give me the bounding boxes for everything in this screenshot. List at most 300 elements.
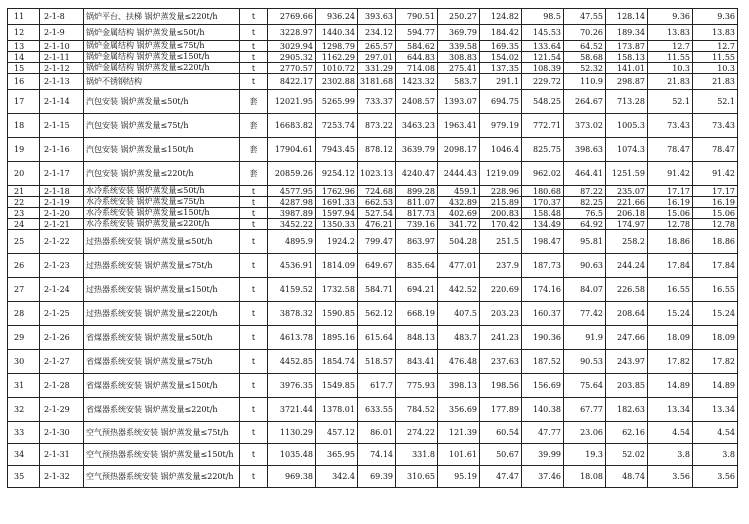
cell-wage-fee: 1393.07	[438, 90, 480, 114]
cell-base-price: 17904.61	[268, 138, 316, 162]
table-row	[8, 219, 738, 230]
cell-material: 649.67	[358, 254, 396, 278]
cell-rule-fee: 298.87	[606, 74, 648, 90]
cell-material: 617.7	[358, 374, 396, 398]
cell-base-price: 969.38	[268, 466, 316, 488]
cell-profit: 548.25	[522, 90, 564, 114]
cell-machinery: 584.62	[396, 41, 438, 52]
cell-row-no: 34	[8, 444, 40, 466]
cell-mgmt-fee: 251.5	[480, 230, 522, 254]
cell-tax-a: 13.83	[648, 25, 693, 41]
cell-machinery: 817.73	[396, 208, 438, 219]
table-row	[8, 350, 738, 374]
cell-item-name: 汽包安装 锅炉蒸发量≤150t/h	[84, 138, 240, 162]
cell-machinery: 848.13	[396, 326, 438, 350]
cell-tax-b: 12.78	[693, 219, 738, 230]
cell-profit: 108.39	[522, 63, 564, 74]
cell-rule-fee: 258.2	[606, 230, 648, 254]
cell-rule-fee: 203.85	[606, 374, 648, 398]
cell-profit: 47.77	[522, 422, 564, 444]
cell-unit: 套	[240, 90, 268, 114]
cell-profit: 198.47	[522, 230, 564, 254]
cell-code: 2-1-18	[40, 186, 84, 197]
cell-unit: t	[240, 444, 268, 466]
cell-rule-fee: 1074.3	[606, 138, 648, 162]
cell-machinery: 694.21	[396, 278, 438, 302]
cell-material: 265.57	[358, 41, 396, 52]
cell-base-price: 3878.32	[268, 302, 316, 326]
cell-safety-fee: 70.26	[564, 25, 606, 41]
cell-labor: 7253.74	[316, 114, 358, 138]
cell-safety-fee: 95.81	[564, 230, 606, 254]
cell-item-name: 水冷系统安装 锅炉蒸发量≤50t/h	[84, 186, 240, 197]
cell-material: 234.12	[358, 25, 396, 41]
cell-machinery: 2408.57	[396, 90, 438, 114]
cell-mgmt-fee: 228.96	[480, 186, 522, 197]
cell-safety-fee: 19.3	[564, 444, 606, 466]
cell-tax-b: 17.17	[693, 186, 738, 197]
cell-rule-fee: 174.97	[606, 219, 648, 230]
cell-safety-fee: 77.42	[564, 302, 606, 326]
cell-unit: t	[240, 326, 268, 350]
cell-machinery: 3463.23	[396, 114, 438, 138]
cell-code: 2-1-10	[40, 41, 84, 52]
cell-code: 2-1-31	[40, 444, 84, 466]
cell-material: 393.63	[358, 9, 396, 25]
cell-row-no: 32	[8, 398, 40, 422]
cell-material: 3181.68	[358, 74, 396, 90]
cell-rule-fee: 243.97	[606, 350, 648, 374]
cell-code: 2-1-15	[40, 114, 84, 138]
cell-labor: 5265.99	[316, 90, 358, 114]
cell-material: 74.14	[358, 444, 396, 466]
cell-code: 2-1-16	[40, 138, 84, 162]
cell-tax-b: 15.24	[693, 302, 738, 326]
cell-machinery: 811.07	[396, 197, 438, 208]
cell-code: 2-1-26	[40, 326, 84, 350]
cell-labor: 457.12	[316, 422, 358, 444]
cell-labor: 1350.33	[316, 219, 358, 230]
cell-row-no: 19	[8, 138, 40, 162]
cell-wage-fee: 95.19	[438, 466, 480, 488]
cell-row-no: 28	[8, 302, 40, 326]
cell-safety-fee: 90.53	[564, 350, 606, 374]
cell-code: 2-1-23	[40, 254, 84, 278]
cell-mgmt-fee: 184.42	[480, 25, 522, 41]
cell-rule-fee: 221.66	[606, 197, 648, 208]
cell-mgmt-fee: 50.67	[480, 444, 522, 466]
table-row	[8, 114, 738, 138]
cell-wage-fee: 504.28	[438, 230, 480, 254]
cell-safety-fee: 90.63	[564, 254, 606, 278]
cell-row-no: 21	[8, 186, 40, 197]
cell-item-name: 过热器系统安装 锅炉蒸发量≤220t/h	[84, 302, 240, 326]
cell-code: 2-1-22	[40, 230, 84, 254]
cell-base-price: 3976.35	[268, 374, 316, 398]
cell-row-no: 31	[8, 374, 40, 398]
table-row	[8, 208, 738, 219]
cell-tax-a: 91.42	[648, 162, 693, 186]
cell-unit: t	[240, 350, 268, 374]
cell-tax-a: 15.06	[648, 208, 693, 219]
cell-base-price: 16683.82	[268, 114, 316, 138]
cell-row-no: 11	[8, 9, 40, 25]
cell-material: 297.01	[358, 52, 396, 63]
cell-unit: t	[240, 422, 268, 444]
cell-material: 69.39	[358, 466, 396, 488]
table-row	[8, 90, 738, 114]
cell-rule-fee: 141.01	[606, 63, 648, 74]
cell-tax-b: 73.43	[693, 114, 738, 138]
cell-rule-fee: 62.16	[606, 422, 648, 444]
cell-profit: 190.36	[522, 326, 564, 350]
cell-item-name: 汽包安装 锅炉蒸发量≤220t/h	[84, 162, 240, 186]
cell-rule-fee: 128.14	[606, 9, 648, 25]
cell-material: 799.47	[358, 230, 396, 254]
cell-profit: 145.53	[522, 25, 564, 41]
cell-safety-fee: 464.41	[564, 162, 606, 186]
cell-profit: 170.37	[522, 197, 564, 208]
cell-mgmt-fee: 979.19	[480, 114, 522, 138]
cell-mgmt-fee: 124.82	[480, 9, 522, 25]
cell-labor: 365.95	[316, 444, 358, 466]
cell-base-price: 4536.91	[268, 254, 316, 278]
cell-code: 2-1-27	[40, 350, 84, 374]
cell-labor: 1732.58	[316, 278, 358, 302]
cell-row-no: 14	[8, 52, 40, 63]
cell-machinery: 331.8	[396, 444, 438, 466]
cell-wage-fee: 459.1	[438, 186, 480, 197]
cell-wage-fee: 308.83	[438, 52, 480, 63]
cell-tax-b: 12.7	[693, 41, 738, 52]
cell-machinery: 775.93	[396, 374, 438, 398]
cell-item-name: 锅炉金属结构 锅炉蒸发量≤150t/h	[84, 52, 240, 63]
cell-mgmt-fee: 47.47	[480, 466, 522, 488]
cell-tax-a: 17.17	[648, 186, 693, 197]
cell-material: 662.53	[358, 197, 396, 208]
cell-material: 86.01	[358, 422, 396, 444]
cell-tax-a: 3.8	[648, 444, 693, 466]
cell-mgmt-fee: 154.02	[480, 52, 522, 63]
cell-safety-fee: 373.02	[564, 114, 606, 138]
cell-tax-b: 52.1	[693, 90, 738, 114]
cell-wage-fee: 398.13	[438, 374, 480, 398]
cell-rule-fee: 48.74	[606, 466, 648, 488]
cell-unit: t	[240, 230, 268, 254]
cell-mgmt-fee: 215.89	[480, 197, 522, 208]
cell-rule-fee: 206.18	[606, 208, 648, 219]
cell-item-name: 过热器系统安装 锅炉蒸发量≤150t/h	[84, 278, 240, 302]
cell-unit: t	[240, 254, 268, 278]
cell-item-name: 汽包安装 锅炉蒸发量≤50t/h	[84, 90, 240, 114]
cell-rule-fee: 1251.59	[606, 162, 648, 186]
cell-rule-fee: 235.07	[606, 186, 648, 197]
cell-base-price: 12021.95	[268, 90, 316, 114]
cell-tax-b: 78.47	[693, 138, 738, 162]
cell-machinery: 739.16	[396, 219, 438, 230]
cell-mgmt-fee: 220.69	[480, 278, 522, 302]
cell-labor: 1597.94	[316, 208, 358, 219]
cell-item-name: 空气预热器系统安装 锅炉蒸发量≤75t/h	[84, 422, 240, 444]
cell-material: 1023.13	[358, 162, 396, 186]
cell-base-price: 4613.78	[268, 326, 316, 350]
table-row	[8, 302, 738, 326]
cell-base-price: 20859.26	[268, 162, 316, 186]
cell-machinery: 644.83	[396, 52, 438, 63]
table-row	[8, 186, 738, 197]
cell-item-name: 省煤器系统安装 锅炉蒸发量≤220t/h	[84, 398, 240, 422]
cell-wage-fee: 275.41	[438, 63, 480, 74]
cell-labor: 1924.2	[316, 230, 358, 254]
cell-profit: 37.46	[522, 466, 564, 488]
cell-row-no: 13	[8, 41, 40, 52]
cell-tax-b: 18.86	[693, 230, 738, 254]
table-row	[8, 278, 738, 302]
cell-labor: 1814.09	[316, 254, 358, 278]
cell-base-price: 4159.52	[268, 278, 316, 302]
cell-machinery: 843.41	[396, 350, 438, 374]
cell-material: 724.68	[358, 186, 396, 197]
cell-wage-fee: 442.52	[438, 278, 480, 302]
cell-wage-fee: 121.39	[438, 422, 480, 444]
cell-tax-a: 15.24	[648, 302, 693, 326]
cell-unit: t	[240, 278, 268, 302]
cell-code: 2-1-11	[40, 52, 84, 63]
cell-tax-a: 16.19	[648, 197, 693, 208]
cell-material: 331.29	[358, 63, 396, 74]
cell-code: 2-1-12	[40, 63, 84, 74]
cell-safety-fee: 110.9	[564, 74, 606, 90]
cell-tax-a: 10.3	[648, 63, 693, 74]
cell-material: 527.54	[358, 208, 396, 219]
cell-base-price: 3987.89	[268, 208, 316, 219]
cell-unit: 套	[240, 138, 268, 162]
cell-machinery: 899.28	[396, 186, 438, 197]
cell-row-no: 30	[8, 350, 40, 374]
cell-code: 2-1-9	[40, 25, 84, 41]
cell-unit: t	[240, 302, 268, 326]
cell-tax-b: 17.82	[693, 350, 738, 374]
cell-profit: 156.69	[522, 374, 564, 398]
cell-material: 633.55	[358, 398, 396, 422]
cell-labor: 2302.88	[316, 74, 358, 90]
table-body	[8, 9, 738, 488]
cell-code: 2-1-25	[40, 302, 84, 326]
cell-tax-a: 4.54	[648, 422, 693, 444]
cell-row-no: 27	[8, 278, 40, 302]
cell-tax-a: 9.36	[648, 9, 693, 25]
cell-rule-fee: 189.34	[606, 25, 648, 41]
cell-labor: 1549.85	[316, 374, 358, 398]
cell-rule-fee: 208.64	[606, 302, 648, 326]
cell-item-name: 省煤器系统安装 锅炉蒸发量≤150t/h	[84, 374, 240, 398]
cell-profit: 39.99	[522, 444, 564, 466]
cell-unit: t	[240, 208, 268, 219]
cell-labor: 342.4	[316, 466, 358, 488]
cell-tax-b: 21.83	[693, 74, 738, 90]
cell-labor: 1895.16	[316, 326, 358, 350]
cell-tax-a: 3.56	[648, 466, 693, 488]
table-row	[8, 230, 738, 254]
cell-code: 2-1-24	[40, 278, 84, 302]
cell-labor: 1691.33	[316, 197, 358, 208]
cell-row-no: 24	[8, 219, 40, 230]
cell-base-price: 3452.22	[268, 219, 316, 230]
cell-base-price: 1035.48	[268, 444, 316, 466]
cell-item-name: 锅炉金属结构 锅炉蒸发量≤220t/h	[84, 63, 240, 74]
cell-unit: t	[240, 52, 268, 63]
cell-tax-a: 18.09	[648, 326, 693, 350]
cell-code: 2-1-13	[40, 74, 84, 90]
cell-labor: 1854.74	[316, 350, 358, 374]
cell-material: 518.57	[358, 350, 396, 374]
cell-material: 733.37	[358, 90, 396, 114]
cell-profit: 174.16	[522, 278, 564, 302]
cell-safety-fee: 23.06	[564, 422, 606, 444]
cell-tax-b: 11.55	[693, 52, 738, 63]
cell-row-no: 16	[8, 74, 40, 90]
cell-unit: t	[240, 197, 268, 208]
cell-safety-fee: 64.52	[564, 41, 606, 52]
cell-labor: 1298.79	[316, 41, 358, 52]
cell-material: 476.21	[358, 219, 396, 230]
cell-code: 2-1-19	[40, 197, 84, 208]
cell-mgmt-fee: 241.23	[480, 326, 522, 350]
cell-wage-fee: 583.7	[438, 74, 480, 90]
cell-unit: t	[240, 219, 268, 230]
table-row	[8, 422, 738, 444]
cell-base-price: 3721.44	[268, 398, 316, 422]
cell-row-no: 18	[8, 114, 40, 138]
cell-item-name: 空气预热器系统安装 锅炉蒸发量≤150t/h	[84, 444, 240, 466]
cell-tax-b: 18.09	[693, 326, 738, 350]
cell-base-price: 2770.57	[268, 63, 316, 74]
cell-wage-fee: 402.69	[438, 208, 480, 219]
cell-tax-a: 14.89	[648, 374, 693, 398]
cell-wage-fee: 2098.17	[438, 138, 480, 162]
cell-profit: 187.73	[522, 254, 564, 278]
cell-machinery: 594.77	[396, 25, 438, 41]
cell-item-name: 锅炉不锈钢结构	[84, 74, 240, 90]
cell-rule-fee: 244.24	[606, 254, 648, 278]
cell-profit: 962.02	[522, 162, 564, 186]
cell-machinery: 310.65	[396, 466, 438, 488]
table-row	[8, 52, 738, 63]
cell-code: 2-1-28	[40, 374, 84, 398]
cell-wage-fee: 250.27	[438, 9, 480, 25]
cell-machinery: 784.52	[396, 398, 438, 422]
cell-base-price: 4895.9	[268, 230, 316, 254]
cell-row-no: 12	[8, 25, 40, 41]
cell-machinery: 668.19	[396, 302, 438, 326]
cell-mgmt-fee: 137.35	[480, 63, 522, 74]
cell-unit: 套	[240, 162, 268, 186]
cell-mgmt-fee: 237.63	[480, 350, 522, 374]
cell-rule-fee: 1005.3	[606, 114, 648, 138]
cell-profit: 98.5	[522, 9, 564, 25]
cell-row-no: 35	[8, 466, 40, 488]
table-row	[8, 254, 738, 278]
cell-profit: 825.75	[522, 138, 564, 162]
cell-wage-fee: 407.5	[438, 302, 480, 326]
cell-tax-a: 16.55	[648, 278, 693, 302]
table-row	[8, 162, 738, 186]
cell-safety-fee: 67.77	[564, 398, 606, 422]
cell-tax-a: 13.34	[648, 398, 693, 422]
cell-code: 2-1-8	[40, 9, 84, 25]
cell-code: 2-1-17	[40, 162, 84, 186]
cell-rule-fee: 247.66	[606, 326, 648, 350]
cell-base-price: 2905.32	[268, 52, 316, 63]
cell-mgmt-fee: 169.35	[480, 41, 522, 52]
table-row	[8, 374, 738, 398]
cell-machinery: 863.97	[396, 230, 438, 254]
cell-tax-a: 11.55	[648, 52, 693, 63]
cell-item-name: 汽包安装 锅炉蒸发量≤75t/h	[84, 114, 240, 138]
cell-base-price: 2769.66	[268, 9, 316, 25]
cell-safety-fee: 87.22	[564, 186, 606, 197]
cell-profit: 772.71	[522, 114, 564, 138]
cell-row-no: 23	[8, 208, 40, 219]
cell-tax-a: 21.83	[648, 74, 693, 90]
cell-profit: 180.68	[522, 186, 564, 197]
cell-tax-b: 9.36	[693, 9, 738, 25]
cell-tax-b: 13.34	[693, 398, 738, 422]
cell-tax-b: 17.84	[693, 254, 738, 278]
cell-labor: 1010.72	[316, 63, 358, 74]
cell-code: 2-1-14	[40, 90, 84, 114]
table-row	[8, 9, 738, 25]
cell-wage-fee: 432.89	[438, 197, 480, 208]
cell-base-price: 8422.17	[268, 74, 316, 90]
cell-machinery: 1423.32	[396, 74, 438, 90]
cell-rule-fee: 158.13	[606, 52, 648, 63]
table-row	[8, 444, 738, 466]
cell-safety-fee: 47.55	[564, 9, 606, 25]
cell-tax-a: 18.86	[648, 230, 693, 254]
cell-safety-fee: 58.68	[564, 52, 606, 63]
cell-profit: 140.38	[522, 398, 564, 422]
cell-row-no: 15	[8, 63, 40, 74]
cell-unit: t	[240, 374, 268, 398]
cell-labor: 1762.96	[316, 186, 358, 197]
cell-wage-fee: 101.61	[438, 444, 480, 466]
cell-mgmt-fee: 1219.09	[480, 162, 522, 186]
cell-machinery: 835.64	[396, 254, 438, 278]
cell-mgmt-fee: 177.89	[480, 398, 522, 422]
cell-tax-b: 3.8	[693, 444, 738, 466]
cell-safety-fee: 91.9	[564, 326, 606, 350]
cell-unit: t	[240, 186, 268, 197]
cell-material: 584.71	[358, 278, 396, 302]
cell-code: 2-1-29	[40, 398, 84, 422]
cell-machinery: 3639.79	[396, 138, 438, 162]
cell-item-name: 空气预热器系统安装 锅炉蒸发量≤220t/h	[84, 466, 240, 488]
cell-base-price: 4577.95	[268, 186, 316, 197]
cell-row-no: 25	[8, 230, 40, 254]
cell-code: 2-1-20	[40, 208, 84, 219]
cell-rule-fee: 52.02	[606, 444, 648, 466]
cell-rule-fee: 226.58	[606, 278, 648, 302]
cell-tax-a: 78.47	[648, 138, 693, 162]
cell-profit: 160.37	[522, 302, 564, 326]
cell-tax-b: 91.42	[693, 162, 738, 186]
cell-wage-fee: 356.69	[438, 398, 480, 422]
cell-base-price: 3228.97	[268, 25, 316, 41]
cell-tax-b: 15.06	[693, 208, 738, 219]
cell-unit: t	[240, 9, 268, 25]
table-row	[8, 466, 738, 488]
